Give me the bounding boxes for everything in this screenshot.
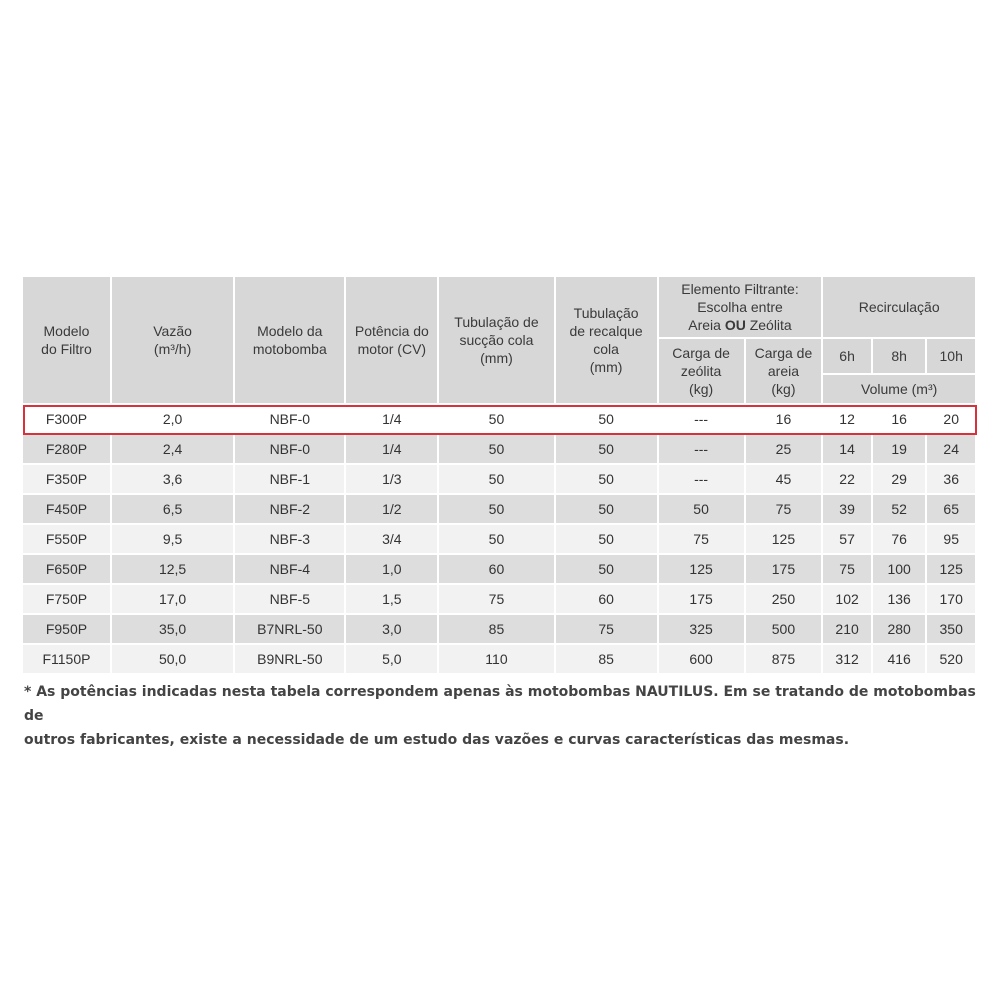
table-cell: 3/4: [346, 525, 437, 553]
table-cell: 170: [927, 585, 975, 613]
table-cell: 50: [439, 435, 553, 463]
table-row: [23, 465, 975, 493]
table-cell: 125: [746, 525, 822, 553]
header-volume: Volume (m³): [823, 375, 975, 403]
table-cell: ---: [659, 435, 744, 463]
table-cell: 50: [556, 555, 657, 583]
table-cell: 2,0: [112, 405, 233, 433]
table-cell: 35,0: [112, 615, 233, 643]
table-cell: F300P: [23, 405, 110, 433]
table-cell: 1/4: [346, 405, 437, 433]
table-cell: 12,5: [112, 555, 233, 583]
table-cell: 52: [873, 495, 926, 523]
header-recirculacao: Recirculação: [823, 277, 975, 337]
table-cell: 12: [823, 405, 871, 433]
table-cell: 1/3: [346, 465, 437, 493]
table-cell: NBF-0: [235, 435, 344, 463]
table-cell: 16: [873, 405, 926, 433]
table-cell: F280P: [23, 435, 110, 463]
table-cell: NBF-5: [235, 585, 344, 613]
table-cell: 16: [746, 405, 822, 433]
table-cell: 210: [823, 615, 871, 643]
spec-table-container: [23, 275, 975, 675]
table-cell: NBF-3: [235, 525, 344, 553]
table-cell: 1,0: [346, 555, 437, 583]
table-cell: 312: [823, 645, 871, 673]
table-cell: F350P: [23, 465, 110, 493]
table-cell: 60: [439, 555, 553, 583]
table-cell: 57: [823, 525, 871, 553]
table-cell: ---: [659, 405, 744, 433]
table-cell: 1/2: [346, 495, 437, 523]
table-cell: 50: [556, 405, 657, 433]
table-cell: 500: [746, 615, 822, 643]
table-row: [23, 435, 975, 463]
table-cell: 50: [439, 405, 553, 433]
table-cell: 5,0: [346, 645, 437, 673]
table-cell: 175: [746, 555, 822, 583]
table-row: [23, 615, 975, 643]
table-cell: F650P: [23, 555, 110, 583]
table-row: [23, 645, 975, 673]
table-cell: 29: [873, 465, 926, 493]
filter-spec-table: [21, 275, 977, 675]
table-cell: F1150P: [23, 645, 110, 673]
header-8h: 8h: [873, 339, 926, 373]
table-cell: 50: [659, 495, 744, 523]
table-cell: 875: [746, 645, 822, 673]
table-cell: 95: [927, 525, 975, 553]
table-cell: ---: [659, 465, 744, 493]
table-cell: 100: [873, 555, 926, 583]
table-cell: 2,4: [112, 435, 233, 463]
table-cell: 25: [746, 435, 822, 463]
table-row: [23, 555, 975, 583]
table-cell: 75: [823, 555, 871, 583]
table-cell: B9NRL-50: [235, 645, 344, 673]
table-cell: 22: [823, 465, 871, 493]
table-cell: 14: [823, 435, 871, 463]
table-cell: 60: [556, 585, 657, 613]
table-cell: 45: [746, 465, 822, 493]
table-cell: 85: [556, 645, 657, 673]
header-carga-zeolita: Carga de zeólita (kg): [659, 339, 744, 403]
table-cell: 17,0: [112, 585, 233, 613]
table-row: [23, 585, 975, 613]
table-cell: 125: [659, 555, 744, 583]
table-cell: 3,0: [346, 615, 437, 643]
header-modelo-filtro: Modelo do Filtro: [23, 277, 110, 403]
table-cell: 110: [439, 645, 553, 673]
table-cell: F950P: [23, 615, 110, 643]
header-succao: Tubulação de sucção cola (mm): [439, 277, 553, 403]
table-cell: 1/4: [346, 435, 437, 463]
table-cell: F550P: [23, 525, 110, 553]
table-row: [23, 405, 975, 433]
table-cell: 280: [873, 615, 926, 643]
table-cell: 125: [927, 555, 975, 583]
table-cell: F450P: [23, 495, 110, 523]
table-row: [23, 525, 975, 553]
header-6h: 6h: [823, 339, 871, 373]
table-cell: 75: [439, 585, 553, 613]
table-cell: 102: [823, 585, 871, 613]
table-cell: 19: [873, 435, 926, 463]
table-cell: 50: [556, 495, 657, 523]
table-cell: 3,6: [112, 465, 233, 493]
header-elemento-filtrante: Elemento Filtrante: Escolha entre Areia OU Zeólita: [659, 277, 822, 337]
table-cell: 50: [439, 525, 553, 553]
table-cell: 65: [927, 495, 975, 523]
table-cell: 350: [927, 615, 975, 643]
table-cell: 250: [746, 585, 822, 613]
header-modelo-motobomba: Modelo da motobomba: [235, 277, 344, 403]
header-vazao: Vazão (m³/h): [112, 277, 233, 403]
header-10h: 10h: [927, 339, 975, 373]
table-cell: 20: [927, 405, 975, 433]
header-carga-areia: Carga de areia (kg): [746, 339, 822, 403]
table-cell: 416: [873, 645, 926, 673]
table-cell: 6,5: [112, 495, 233, 523]
table-cell: 75: [556, 615, 657, 643]
table-cell: F750P: [23, 585, 110, 613]
table-cell: 325: [659, 615, 744, 643]
table-body: [23, 405, 975, 673]
header-potencia: Potência do motor (CV): [346, 277, 437, 403]
table-cell: 50: [556, 465, 657, 493]
table-cell: 175: [659, 585, 744, 613]
table-cell: 50: [556, 435, 657, 463]
table-cell: NBF-1: [235, 465, 344, 493]
table-cell: 36: [927, 465, 975, 493]
table-cell: 50: [439, 495, 553, 523]
table-cell: 1,5: [346, 585, 437, 613]
table-cell: 520: [927, 645, 975, 673]
table-cell: 50,0: [112, 645, 233, 673]
table-cell: 136: [873, 585, 926, 613]
table-cell: 85: [439, 615, 553, 643]
table-cell: 75: [659, 525, 744, 553]
table-cell: 600: [659, 645, 744, 673]
table-cell: NBF-2: [235, 495, 344, 523]
table-cell: 9,5: [112, 525, 233, 553]
table-cell: B7NRL-50: [235, 615, 344, 643]
table-cell: 50: [439, 465, 553, 493]
table-cell: 76: [873, 525, 926, 553]
header-recalque: Tubulação de recalque cola (mm): [556, 277, 657, 403]
table-cell: 75: [746, 495, 822, 523]
table-cell: 24: [927, 435, 975, 463]
table-row: [23, 495, 975, 523]
footnote: * As potências indicadas nesta tabela correspondem apenas às motobombas NAUTILUS. Em se tratando de motobombas de outros fabricantes, existe a necessidade de um estudo das vazões e curvas características das mesmas.: [24, 684, 976, 748]
table-cell: 50: [556, 525, 657, 553]
table-cell: 39: [823, 495, 871, 523]
table-cell: NBF-0: [235, 405, 344, 433]
table-cell: NBF-4: [235, 555, 344, 583]
